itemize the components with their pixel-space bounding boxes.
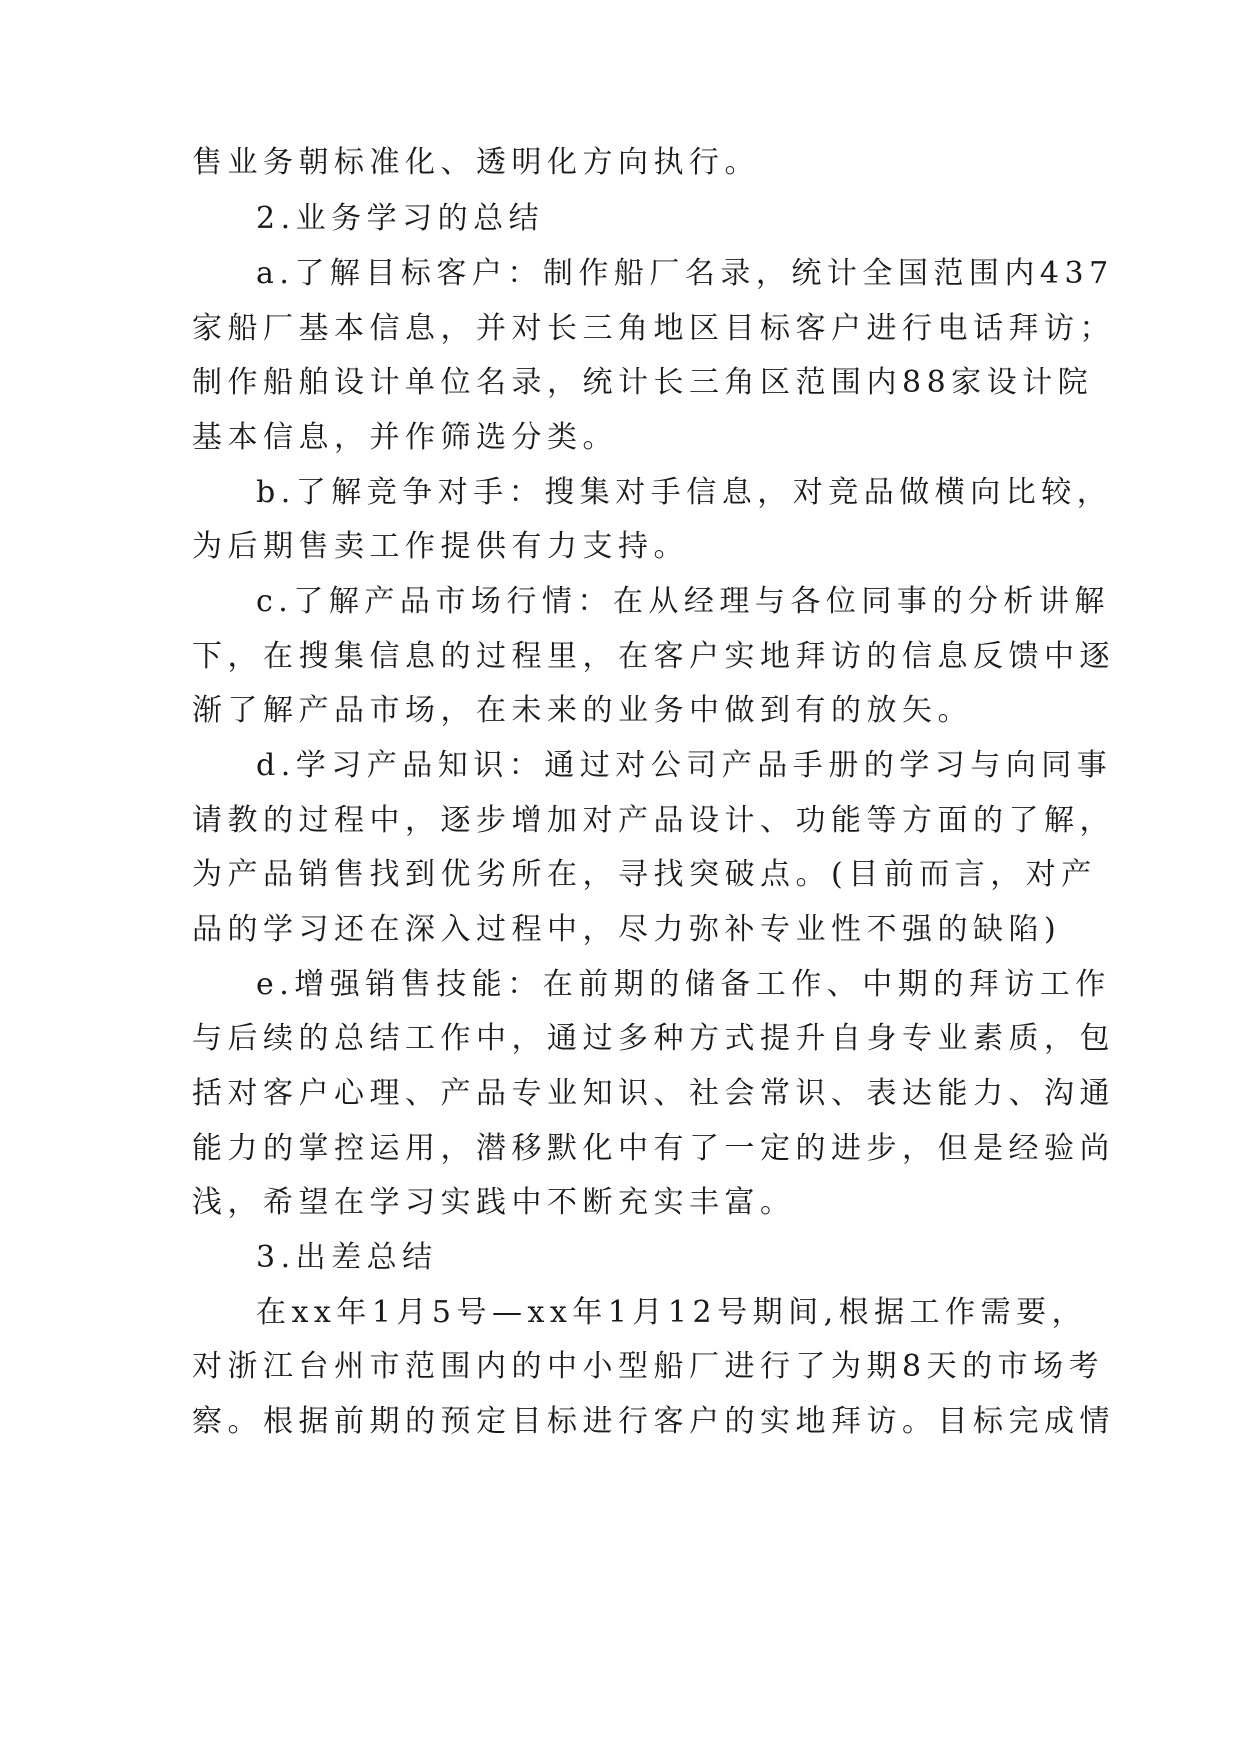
paragraph-line: 浅，希望在学习实践中不断充实丰富。 <box>192 1185 796 1220</box>
paragraph-line: 品的学习还在深入过程中，尽力弥补专业性不强的缺陷) <box>192 912 1062 947</box>
paragraph-line: 基本信息，并作筛选分类。 <box>192 420 618 455</box>
paragraph-line: e.增强销售技能：在前期的储备工作、中期的拜访工作 <box>256 967 1111 1002</box>
paragraph-line: 下，在搜集信息的过程里，在客户实地拜访的信息反馈中逐 <box>192 639 1115 674</box>
paragraph-line: 能力的掌控运用，潜移默化中有了一定的进步，但是经验尚 <box>192 1131 1115 1166</box>
paragraph-line: 在xx年1月5号—xx年1月12号期间,根据工作需要， <box>256 1295 1088 1330</box>
paragraph-line: 渐了解产品市场，在未来的业务中做到有的放矢。 <box>192 693 973 728</box>
paragraph-line: d.学习产品知识：通过对公司产品手册的学习与向同事 <box>256 748 1113 783</box>
paragraph-line: 为产品销售找到优劣所在，寻找突破点。(目前而言，对产 <box>192 857 1097 892</box>
paragraph-line: 对浙江台州市范围内的中小型船厂进行了为期8天的市场考 <box>192 1349 1105 1384</box>
paragraph-line: c.了解产品市场行情：在从经理与各位同事的分析讲解 <box>256 584 1110 619</box>
paragraph-line: 售业务朝标准化、透明化方向执行。 <box>192 145 760 180</box>
paragraph-line: 与后续的总结工作中，通过多种方式提升自身专业素质，包 <box>192 1021 1115 1056</box>
paragraph-line: a.了解目标客户：制作船厂名录，统计全国范围内437 <box>256 256 1114 291</box>
section-heading: 2.业务学习的总结 <box>256 201 545 236</box>
paragraph-line: 制作船舶设计单位名录，统计长三角区范围内88家设计院 <box>192 365 1094 400</box>
paragraph-line: b.了解竞争对手：搜集对手信息，对竞品做横向比较， <box>256 475 1113 510</box>
paragraph-line: 察。根据前期的预定目标进行客户的实地拜访。目标完成情 <box>192 1404 1115 1439</box>
paragraph-line: 为后期售卖工作提供有力支持。 <box>192 529 689 564</box>
paragraph-line: 请教的过程中，逐步增加对产品设计、功能等方面的了解， <box>192 803 1115 838</box>
section-heading: 3.出差总结 <box>256 1240 438 1275</box>
paragraph-line: 家船厂基本信息，并对长三角地区目标客户进行电话拜访； <box>192 311 1115 346</box>
paragraph-line: 括对客户心理、产品专业知识、社会常识、表达能力、沟通 <box>192 1076 1115 1111</box>
